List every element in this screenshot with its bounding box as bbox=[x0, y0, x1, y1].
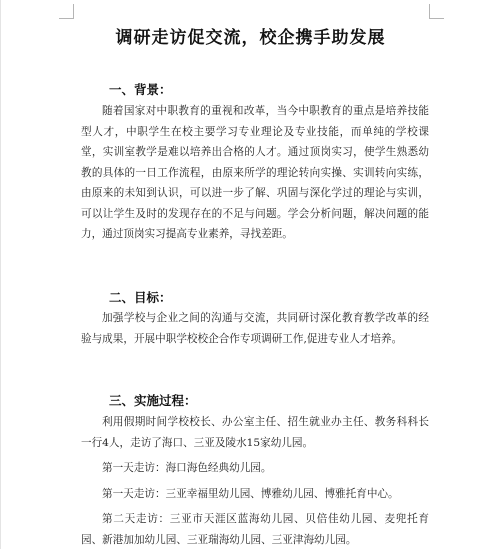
paragraph: 第二天走访：三亚市天涯区蓝海幼儿园、贝倍佳幼儿园、麦兜托育园、新港加加幼儿园、三亚瑞海幼儿园、三亚津海幼儿园。 bbox=[81, 513, 429, 546]
paragraph: 第一天走访：三亚幸福里幼儿园、博雅幼儿园、博雅托育中心。 bbox=[102, 487, 399, 500]
section-heading-goal: 二、目标： bbox=[109, 290, 172, 305]
paragraph: 第一天走访：海口海色经典幼儿园。 bbox=[102, 462, 272, 474]
section-body-process bbox=[81, 412, 429, 555]
section-heading-process: 三、实施过程： bbox=[109, 393, 197, 408]
document-title: 调研走访促交流，校企携手助发展 bbox=[115, 28, 386, 48]
section-body-goal bbox=[81, 308, 429, 349]
section-body-background bbox=[81, 101, 429, 245]
paragraph: 随着国家对中职教育的重视和改革，当今中职教育的重点是培养技能型人才，中职学生在校主要学习专业理论及专业技能，而单纯的学校课堂，实训室教学是难以培养出合格的人才。通过顶岗实习，使学生熟悉幼教的具体的一日工作流程，由原来所学的理论转向实操、实训转向实练，由原来的未知到认识，可以进一步了解、巩固与深化学过的理论与实训，可以让学生及时的发现存在的不足与问题。学会分析问题，解决问题的能力，通过顶岗实习提高专业素养，寻找差距。 bbox=[81, 105, 429, 240]
paragraph: 利用假期时间学校校长、办公室主任、招生就业办主任、教务科科长一行4人，走访了海口、三亚及陵水15家幼儿园。 bbox=[81, 416, 429, 449]
paragraph: 加强学校与企业之间的沟通与交流，共同研讨深化教育教学改革的经验与成果，开展中职学校校企合作专项调研工作,促进专业人才培养。 bbox=[81, 312, 429, 345]
section-heading-background: 一、背景： bbox=[109, 82, 172, 97]
crop-mark-top-left bbox=[59, 4, 74, 19]
crop-mark-top-right bbox=[429, 4, 444, 19]
